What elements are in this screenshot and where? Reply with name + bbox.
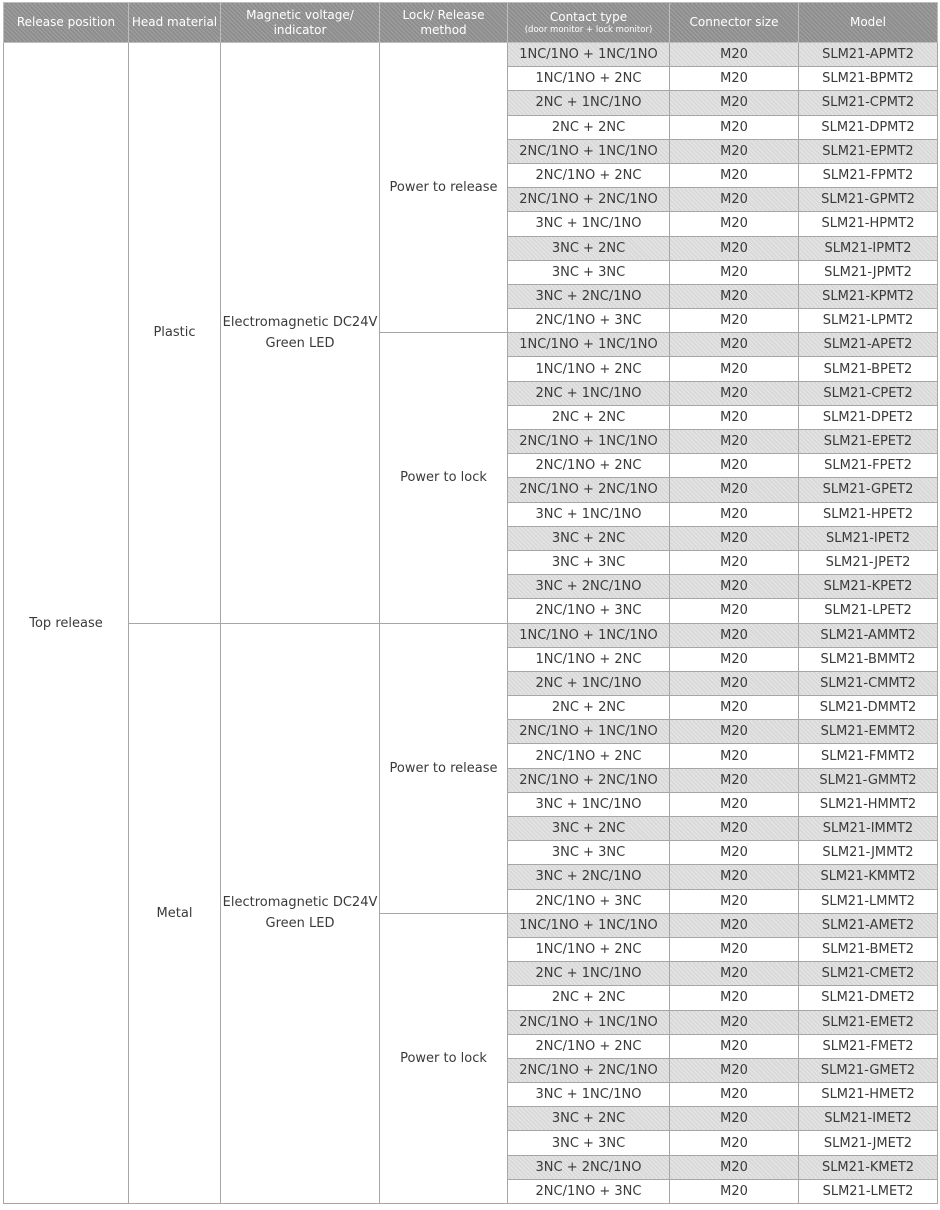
contact-type-cell: 2NC/1NO + 2NC bbox=[508, 744, 670, 768]
table-body bbox=[4, 43, 938, 1204]
model-cell: SLM21-BMET2 bbox=[799, 937, 938, 961]
connector-size-cell: M20 bbox=[670, 381, 799, 405]
contact-type-cell: 3NC + 2NC/1NO bbox=[508, 284, 670, 308]
model-cell: SLM21-HMMT2 bbox=[799, 792, 938, 816]
model-cell: SLM21-LPMT2 bbox=[799, 309, 938, 333]
contact-type-cell: 2NC/1NO + 2NC/1NO bbox=[508, 768, 670, 792]
connector-size-cell: M20 bbox=[670, 139, 799, 163]
connector-size-cell: M20 bbox=[670, 333, 799, 357]
connector-size-cell: M20 bbox=[670, 284, 799, 308]
spec-table-container bbox=[3, 2, 938, 1204]
connector-size-cell: M20 bbox=[670, 1131, 799, 1155]
connector-size-cell: M20 bbox=[670, 236, 799, 260]
connector-size-cell: M20 bbox=[670, 163, 799, 187]
connector-size-cell: M20 bbox=[670, 67, 799, 91]
contact-type-cell: 1NC/1NO + 2NC bbox=[508, 357, 670, 381]
header-row bbox=[4, 3, 938, 43]
contact-type-cell: 2NC/1NO + 2NC bbox=[508, 163, 670, 187]
header-lock-release-method: Lock/ Release method bbox=[380, 3, 508, 43]
model-cell: SLM21-EMET2 bbox=[799, 1010, 938, 1034]
contact-type-cell: 3NC + 3NC bbox=[508, 841, 670, 865]
lock-release-method-cell: Power to release bbox=[380, 623, 508, 913]
voltage-indicator-cell: Electromagnetic DC24V Green LED bbox=[221, 623, 380, 1204]
contact-type-cell: 2NC/1NO + 3NC bbox=[508, 1179, 670, 1203]
connector-size-cell: M20 bbox=[670, 720, 799, 744]
header-contact-type-label: Contact type bbox=[549, 10, 628, 24]
connector-size-cell: M20 bbox=[670, 962, 799, 986]
connector-size-cell: M20 bbox=[670, 671, 799, 695]
table-row bbox=[4, 43, 938, 67]
model-cell: SLM21-BPMT2 bbox=[799, 67, 938, 91]
head-material-cell: Metal bbox=[129, 623, 221, 1204]
contact-type-cell: 2NC + 2NC bbox=[508, 115, 670, 139]
contact-type-cell: 1NC/1NO + 1NC/1NO bbox=[508, 333, 670, 357]
model-cell: SLM21-EPMT2 bbox=[799, 139, 938, 163]
contact-type-cell: 2NC + 2NC bbox=[508, 986, 670, 1010]
contact-type-cell: 2NC/1NO + 3NC bbox=[508, 889, 670, 913]
model-cell: SLM21-KPET2 bbox=[799, 575, 938, 599]
contact-type-cell: 2NC + 1NC/1NO bbox=[508, 381, 670, 405]
model-cell: SLM21-HMET2 bbox=[799, 1083, 938, 1107]
connector-size-cell: M20 bbox=[670, 550, 799, 574]
header-magnetic-voltage: Magnetic voltage/ indicator bbox=[221, 3, 380, 43]
connector-size-cell: M20 bbox=[670, 575, 799, 599]
model-cell: SLM21-GMET2 bbox=[799, 1058, 938, 1082]
model-cell: SLM21-JPMT2 bbox=[799, 260, 938, 284]
model-cell: SLM21-DMMT2 bbox=[799, 696, 938, 720]
model-cell: SLM21-DPET2 bbox=[799, 405, 938, 429]
model-cell: SLM21-KMMT2 bbox=[799, 865, 938, 889]
connector-size-cell: M20 bbox=[670, 1010, 799, 1034]
contact-type-cell: 3NC + 1NC/1NO bbox=[508, 212, 670, 236]
contact-type-cell: 2NC/1NO + 2NC/1NO bbox=[508, 188, 670, 212]
contact-type-cell: 3NC + 2NC bbox=[508, 236, 670, 260]
model-cell: SLM21-BMMT2 bbox=[799, 647, 938, 671]
model-cell: SLM21-IPET2 bbox=[799, 526, 938, 550]
model-cell: SLM21-IMMT2 bbox=[799, 817, 938, 841]
connector-size-cell: M20 bbox=[670, 768, 799, 792]
connector-size-cell: M20 bbox=[670, 913, 799, 937]
connector-size-cell: M20 bbox=[670, 1155, 799, 1179]
lock-release-method-cell: Power to lock bbox=[380, 913, 508, 1203]
model-cell: SLM21-GPMT2 bbox=[799, 188, 938, 212]
model-cell: SLM21-BPET2 bbox=[799, 357, 938, 381]
model-cell: SLM21-FMMT2 bbox=[799, 744, 938, 768]
model-cell: SLM21-DMET2 bbox=[799, 986, 938, 1010]
model-cell: SLM21-IMET2 bbox=[799, 1107, 938, 1131]
contact-type-cell: 3NC + 1NC/1NO bbox=[508, 502, 670, 526]
model-cell: SLM21-CPMT2 bbox=[799, 91, 938, 115]
contact-type-cell: 3NC + 1NC/1NO bbox=[508, 1083, 670, 1107]
model-cell: SLM21-CPET2 bbox=[799, 381, 938, 405]
header-head-material: Head material bbox=[129, 3, 221, 43]
contact-type-cell: 1NC/1NO + 1NC/1NO bbox=[508, 43, 670, 67]
model-cell: SLM21-HPMT2 bbox=[799, 212, 938, 236]
contact-type-cell: 3NC + 3NC bbox=[508, 260, 670, 284]
model-cell: SLM21-IPMT2 bbox=[799, 236, 938, 260]
contact-type-cell: 2NC/1NO + 1NC/1NO bbox=[508, 720, 670, 744]
connector-size-cell: M20 bbox=[670, 599, 799, 623]
header-release-position: Release position bbox=[4, 3, 129, 43]
connector-size-cell: M20 bbox=[670, 115, 799, 139]
model-cell: SLM21-LMMT2 bbox=[799, 889, 938, 913]
model-cell: SLM21-KPMT2 bbox=[799, 284, 938, 308]
connector-size-cell: M20 bbox=[670, 1034, 799, 1058]
contact-type-cell: 3NC + 1NC/1NO bbox=[508, 792, 670, 816]
connector-size-cell: M20 bbox=[670, 91, 799, 115]
contact-type-cell: 2NC/1NO + 2NC/1NO bbox=[508, 478, 670, 502]
contact-type-cell: 3NC + 2NC/1NO bbox=[508, 1155, 670, 1179]
connector-size-cell: M20 bbox=[670, 792, 799, 816]
contact-type-cell: 2NC/1NO + 1NC/1NO bbox=[508, 139, 670, 163]
connector-size-cell: M20 bbox=[670, 937, 799, 961]
contact-type-cell: 1NC/1NO + 2NC bbox=[508, 647, 670, 671]
contact-type-cell: 3NC + 3NC bbox=[508, 1131, 670, 1155]
contact-type-cell: 2NC/1NO + 1NC/1NO bbox=[508, 1010, 670, 1034]
contact-type-cell: 1NC/1NO + 1NC/1NO bbox=[508, 623, 670, 647]
contact-type-cell: 2NC + 2NC bbox=[508, 405, 670, 429]
contact-type-cell: 2NC + 1NC/1NO bbox=[508, 91, 670, 115]
model-cell: SLM21-APET2 bbox=[799, 333, 938, 357]
contact-type-cell: 3NC + 3NC bbox=[508, 550, 670, 574]
connector-size-cell: M20 bbox=[670, 623, 799, 647]
connector-size-cell: M20 bbox=[670, 1107, 799, 1131]
header-contact-type-subtitle: (door monitor + lock monitor) bbox=[524, 25, 653, 35]
contact-type-cell: 2NC/1NO + 2NC/1NO bbox=[508, 1058, 670, 1082]
connector-size-cell: M20 bbox=[670, 43, 799, 67]
connector-size-cell: M20 bbox=[670, 986, 799, 1010]
model-cell: SLM21-LPET2 bbox=[799, 599, 938, 623]
model-cell: SLM21-HPET2 bbox=[799, 502, 938, 526]
model-cell: SLM21-EPET2 bbox=[799, 430, 938, 454]
lock-release-method-cell: Power to release bbox=[380, 43, 508, 333]
contact-type-cell: 1NC/1NO + 1NC/1NO bbox=[508, 913, 670, 937]
model-cell: SLM21-LMET2 bbox=[799, 1179, 938, 1203]
connector-size-cell: M20 bbox=[670, 454, 799, 478]
model-cell: SLM21-JPET2 bbox=[799, 550, 938, 574]
connector-size-cell: M20 bbox=[670, 1083, 799, 1107]
release-position-cell: Top release bbox=[4, 43, 129, 1204]
connector-size-cell: M20 bbox=[670, 212, 799, 236]
connector-size-cell: M20 bbox=[670, 1058, 799, 1082]
model-cell: SLM21-AMET2 bbox=[799, 913, 938, 937]
connector-size-cell: M20 bbox=[670, 430, 799, 454]
table-header bbox=[4, 3, 938, 43]
model-cell: SLM21-FPMT2 bbox=[799, 163, 938, 187]
contact-type-cell: 2NC/1NO + 2NC bbox=[508, 454, 670, 478]
contact-type-cell: 3NC + 2NC/1NO bbox=[508, 575, 670, 599]
connector-size-cell: M20 bbox=[670, 696, 799, 720]
connector-size-cell: M20 bbox=[670, 841, 799, 865]
model-cell: SLM21-APMT2 bbox=[799, 43, 938, 67]
connector-size-cell: M20 bbox=[670, 309, 799, 333]
header-connector-size: Connector size bbox=[670, 3, 799, 43]
contact-type-cell: 2NC + 2NC bbox=[508, 696, 670, 720]
model-cell: SLM21-CMMT2 bbox=[799, 671, 938, 695]
contact-type-cell: 2NC/1NO + 3NC bbox=[508, 599, 670, 623]
contact-type-cell: 3NC + 2NC bbox=[508, 1107, 670, 1131]
contact-type-cell: 2NC/1NO + 3NC bbox=[508, 309, 670, 333]
contact-type-cell: 3NC + 2NC bbox=[508, 526, 670, 550]
head-material-cell: Plastic bbox=[129, 43, 221, 624]
lock-release-method-cell: Power to lock bbox=[380, 333, 508, 623]
connector-size-cell: M20 bbox=[670, 405, 799, 429]
connector-size-cell: M20 bbox=[670, 647, 799, 671]
model-cell: SLM21-FPET2 bbox=[799, 454, 938, 478]
model-cell: SLM21-JMET2 bbox=[799, 1131, 938, 1155]
contact-type-cell: 3NC + 2NC/1NO bbox=[508, 865, 670, 889]
connector-size-cell: M20 bbox=[670, 502, 799, 526]
connector-size-cell: M20 bbox=[670, 1179, 799, 1203]
header-contact-type bbox=[508, 3, 670, 43]
model-cell: SLM21-GMMT2 bbox=[799, 768, 938, 792]
contact-type-cell: 2NC/1NO + 1NC/1NO bbox=[508, 430, 670, 454]
connector-size-cell: M20 bbox=[670, 357, 799, 381]
model-cell: SLM21-KMET2 bbox=[799, 1155, 938, 1179]
model-cell: SLM21-DPMT2 bbox=[799, 115, 938, 139]
contact-type-cell: 2NC/1NO + 2NC bbox=[508, 1034, 670, 1058]
connector-size-cell: M20 bbox=[670, 260, 799, 284]
contact-type-cell: 3NC + 2NC bbox=[508, 817, 670, 841]
contact-type-cell: 2NC + 1NC/1NO bbox=[508, 962, 670, 986]
connector-size-cell: M20 bbox=[670, 744, 799, 768]
connector-size-cell: M20 bbox=[670, 478, 799, 502]
model-cell: SLM21-FMET2 bbox=[799, 1034, 938, 1058]
model-cell: SLM21-AMMT2 bbox=[799, 623, 938, 647]
voltage-indicator-cell: Electromagnetic DC24V Green LED bbox=[221, 43, 380, 624]
model-cell: SLM21-CMET2 bbox=[799, 962, 938, 986]
connector-size-cell: M20 bbox=[670, 817, 799, 841]
connector-size-cell: M20 bbox=[670, 188, 799, 212]
model-cell: SLM21-GPET2 bbox=[799, 478, 938, 502]
model-cell: SLM21-JMMT2 bbox=[799, 841, 938, 865]
table-row bbox=[4, 623, 938, 647]
header-model: Model bbox=[799, 3, 938, 43]
contact-type-cell: 2NC + 1NC/1NO bbox=[508, 671, 670, 695]
model-cell: SLM21-EMMT2 bbox=[799, 720, 938, 744]
connector-size-cell: M20 bbox=[670, 865, 799, 889]
connector-size-cell: M20 bbox=[670, 889, 799, 913]
contact-type-cell: 1NC/1NO + 2NC bbox=[508, 937, 670, 961]
contact-type-cell: 1NC/1NO + 2NC bbox=[508, 67, 670, 91]
connector-size-cell: M20 bbox=[670, 526, 799, 550]
model-spec-table bbox=[3, 2, 938, 1204]
